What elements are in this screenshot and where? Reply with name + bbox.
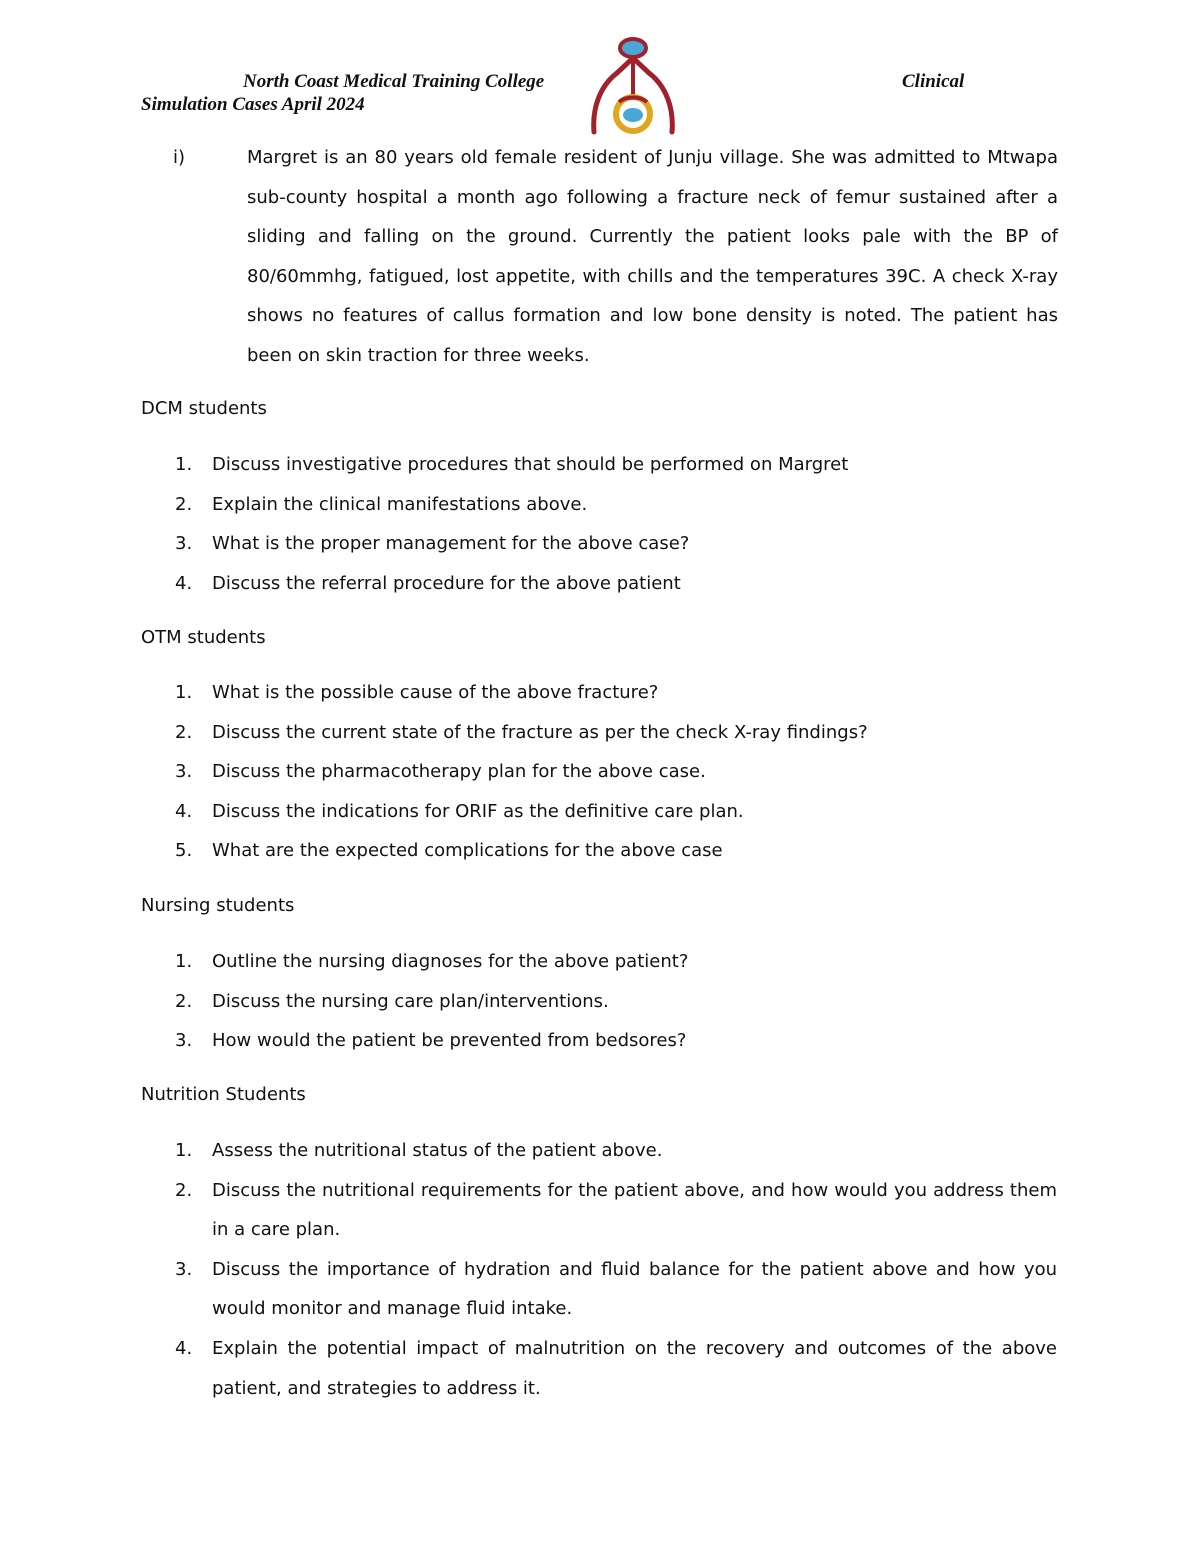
list-item: 3. Discuss the importance of hydration and fluid balance for the patient above and how you would monitor and manage fluid intake. bbox=[175, 1258, 1057, 1320]
list-item: 1. Assess the nutritional status of the patient above. bbox=[175, 1140, 663, 1161]
list-item: 1. What is the possible cause of the above fracture? bbox=[175, 682, 659, 703]
list-item: 2. Discuss the current state of the fracture as per the check X-ray findings? bbox=[175, 721, 868, 743]
list-item: 2. Discuss the nutritional requirements for the patient above, and how would you address them in a care plan. bbox=[175, 1179, 1057, 1241]
case-description bbox=[173, 138, 1058, 376]
list-item: 1. Outline the nursing diagnoses for the above patient? bbox=[175, 951, 689, 972]
case-marker: i) bbox=[173, 147, 186, 168]
section-title-dcm: DCM students bbox=[141, 398, 267, 419]
list-item: 3. How would the patient be prevented from bedsores? bbox=[175, 1030, 687, 1052]
list-item: 4. Discuss the indications for ORIF as the definitive care plan. bbox=[175, 800, 744, 822]
college-logo-icon bbox=[586, 36, 680, 140]
header-subtitle: Simulation Cases April 2024 bbox=[141, 94, 365, 115]
list-item: 5. What are the expected complications for the above case bbox=[175, 840, 723, 862]
question-list-otm bbox=[175, 673, 1057, 871]
list-item: 3. What is the proper management for the above case? bbox=[175, 533, 690, 555]
section-title-nursing: Nursing students bbox=[141, 895, 295, 916]
section-title-otm: OTM students bbox=[141, 627, 266, 648]
list-item: 1. Discuss investigative procedures that should be performed on Margret bbox=[175, 454, 849, 475]
question-list-dcm bbox=[175, 445, 1057, 603]
list-item: 2. Explain the clinical manifestations above. bbox=[175, 493, 588, 515]
list-item: 2. Discuss the nursing care plan/interventions. bbox=[175, 990, 609, 1012]
case-text: Margret is an 80 years old female resident of Junju village. She was admitted to Mtwapa sub-county hospital a month ago following a fracture neck of femur sustained after a sliding and falling on the ground. Currently the patient looks pale with the BP of 80/60mmhg, fatigued, lost appetite, with chills and the temperatures 39C. A check X-ray shows no features of callus formation and low bone density is noted. The patient has been on skin traction for three weeks. bbox=[247, 147, 1058, 366]
header-college-name: North Coast Medical Training College bbox=[243, 71, 545, 92]
list-item: 4. Discuss the referral procedure for the above patient bbox=[175, 572, 681, 594]
question-list-nursing bbox=[175, 942, 1057, 1061]
list-item: 3. Discuss the pharmacotherapy plan for the above case. bbox=[175, 761, 706, 783]
list-item: 4. Explain the potential impact of malnutrition on the recovery and outcomes of the above patient, and strategies to address it. bbox=[175, 1337, 1057, 1399]
header-clinical: Clinical bbox=[902, 71, 965, 92]
question-list-nutrition bbox=[175, 1131, 1057, 1408]
section-title-nutrition: Nutrition Students bbox=[141, 1084, 306, 1105]
